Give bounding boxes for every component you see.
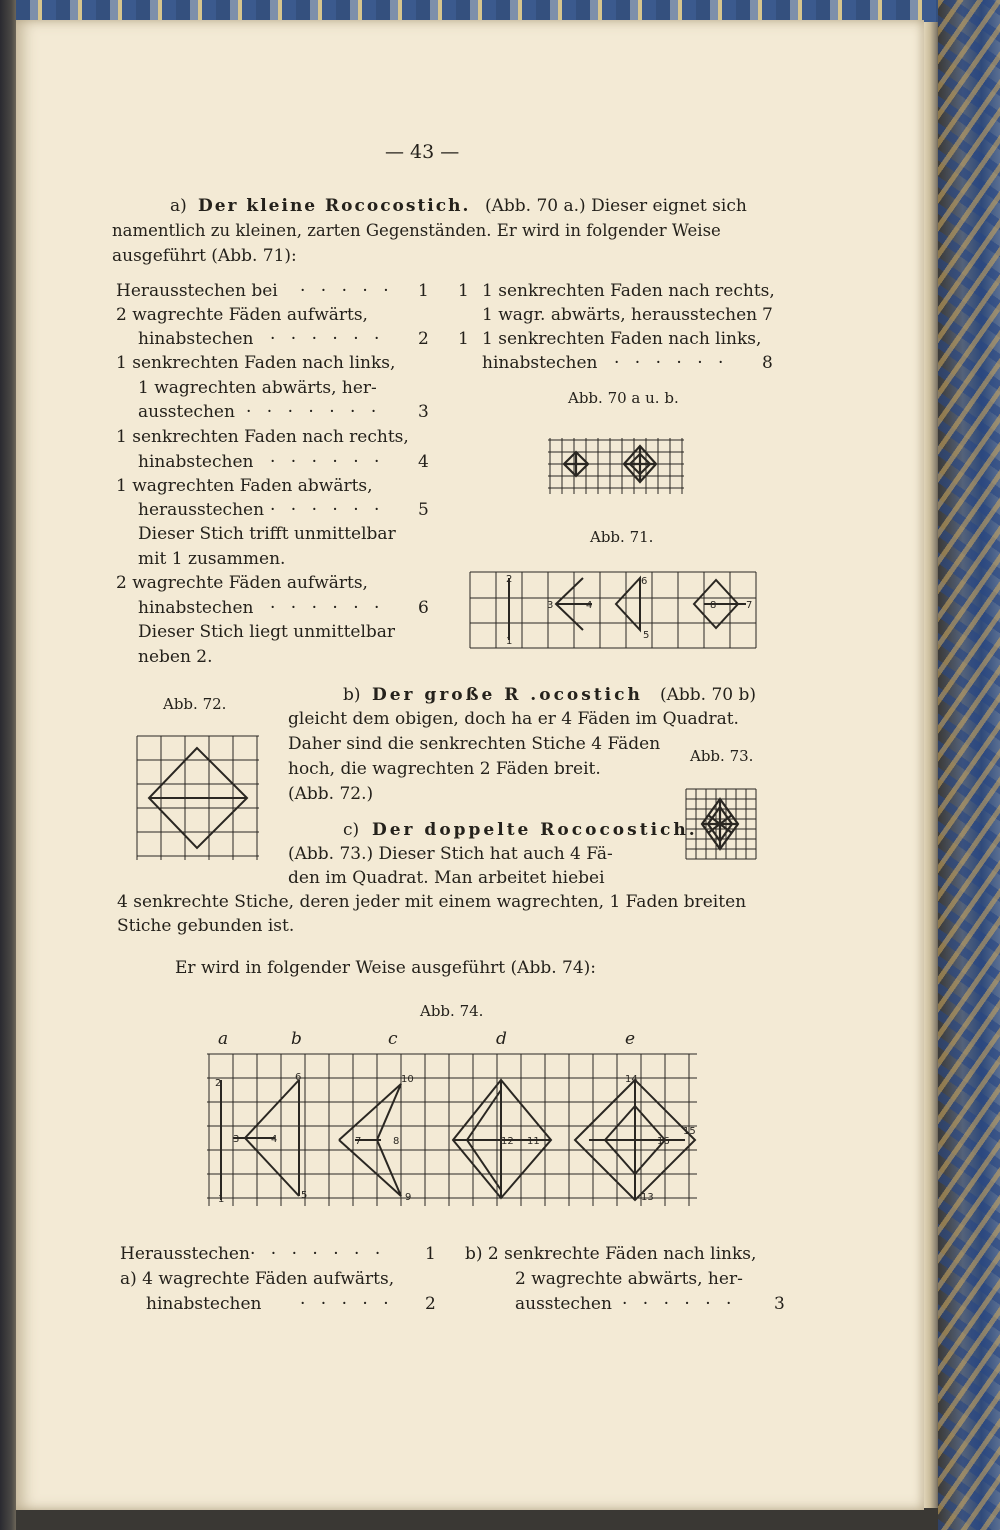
abb74-label: 12 bbox=[501, 1136, 514, 1147]
dot-leader: · · · · · · · bbox=[246, 402, 382, 422]
step-text: hinabstechen bbox=[138, 598, 254, 618]
step-text: 2 wagrechte Fäden aufwärts, bbox=[116, 305, 368, 325]
section-c-line4: 4 senkrechte Stiche, deren jeder mit einem wagrechten, 1 Faden breiten bbox=[117, 892, 747, 912]
step-number: 3 bbox=[774, 1294, 785, 1314]
section-c-line5: Stiche gebunden ist. bbox=[117, 916, 295, 936]
step-number: 7 bbox=[762, 305, 773, 325]
figure-abb72 bbox=[135, 734, 265, 866]
dot-leader: · · · · · bbox=[300, 281, 394, 301]
dot-leader: · · · · · bbox=[300, 1294, 394, 1314]
caption-abb72: Abb. 72. bbox=[163, 695, 227, 713]
abb71-label: 6 bbox=[641, 576, 648, 587]
marbled-cover bbox=[938, 0, 1000, 1530]
heading-grosser-rococostich: Der große R .ocostich bbox=[372, 685, 643, 705]
abb74-label: 3 bbox=[233, 1134, 240, 1145]
step-text: hinabstechen bbox=[138, 452, 254, 472]
step-note: neben 2. bbox=[138, 647, 213, 667]
step-text: hinabstechen bbox=[146, 1294, 262, 1314]
caption-abb70: Abb. 70 a u. b. bbox=[568, 389, 679, 407]
abb74-label: 9 bbox=[405, 1192, 412, 1203]
step-text: 2 wagrechte Fäden aufwärts, bbox=[116, 573, 368, 593]
step-number: 3 bbox=[418, 402, 429, 422]
abb74-intro: Er wird in folgender Weise ausgeführt (Abb. 74): bbox=[175, 958, 597, 978]
abb71-label: 5 bbox=[643, 630, 650, 641]
step-text: 1 wagrechten Faden abwärts, bbox=[116, 476, 373, 496]
abb74-label: 4 bbox=[271, 1134, 278, 1145]
book-cover-left-edge bbox=[0, 0, 16, 1530]
section-b-line3: Daher sind die senkrechten Stiche 4 Fäden bbox=[288, 734, 661, 754]
abb71-label: 7 bbox=[746, 600, 753, 611]
abb71-label: 1 bbox=[506, 636, 513, 647]
step-text: 2 wagrechte abwärts, her- bbox=[515, 1269, 743, 1289]
caption-abb73: Abb. 73. bbox=[690, 747, 754, 765]
step-text: herausstechen bbox=[138, 500, 265, 520]
dot-leader: · · · · · · bbox=[614, 353, 729, 373]
abb74-label: 14 bbox=[625, 1074, 638, 1085]
intro-label-a: a) bbox=[170, 196, 187, 216]
abb74-label: 13 bbox=[641, 1192, 654, 1203]
page-number: — 43 — bbox=[385, 141, 460, 163]
figure-abb74 bbox=[205, 1050, 705, 1210]
step-number: 2 bbox=[418, 329, 429, 349]
abb74-letter-d: d bbox=[496, 1029, 507, 1049]
abb74-letter-b: b bbox=[291, 1029, 302, 1049]
section-b-line5: (Abb. 72.) bbox=[288, 784, 374, 804]
heading-doppelter-rococostich: Der doppelte Rococostich. bbox=[372, 820, 698, 840]
section-c-label: c) bbox=[343, 820, 360, 840]
intro-line2: namentlich zu kleinen, zarten Gegenständen. Er wird in folgender Weise bbox=[112, 221, 721, 240]
step-note: Dieser Stich liegt unmittelbar bbox=[138, 622, 396, 642]
step-number: 4 bbox=[418, 452, 429, 472]
step-number: 2 bbox=[425, 1294, 436, 1314]
step-text: 1 senkrechten Faden nach rechts, bbox=[482, 281, 775, 301]
abb74-label: 11 bbox=[527, 1136, 540, 1147]
step-text: 1 senkrechten Faden nach links, bbox=[482, 329, 762, 349]
figure-abb71 bbox=[468, 570, 760, 656]
dot-leader: · · · · · · bbox=[270, 452, 385, 472]
abb71-labels bbox=[506, 574, 752, 647]
step-text: 1 wagr. abwärts, herausstechen bbox=[482, 305, 758, 325]
abb74-label: 10 bbox=[401, 1074, 414, 1085]
abb74-label: 16 bbox=[657, 1136, 670, 1147]
bottom-binding bbox=[16, 1508, 938, 1530]
abb74-label: 6 bbox=[295, 1072, 302, 1083]
step-text: Herausstechen bbox=[120, 1244, 250, 1264]
step-text: 1 senkrechten Faden nach links, bbox=[116, 353, 396, 373]
step-note: Dieser Stich trifft unmittelbar bbox=[138, 524, 396, 544]
abb71-label: 3 bbox=[547, 600, 554, 611]
intro-line3: ausgeführt (Abb. 71): bbox=[112, 246, 297, 266]
section-b-label: b) bbox=[343, 685, 361, 705]
top-binding bbox=[16, 0, 938, 22]
dot-leader: · · · · · · bbox=[270, 500, 385, 520]
step-text: a) 4 wagrechte Fäden aufwärts, bbox=[120, 1269, 395, 1289]
step-number: 1 bbox=[425, 1244, 436, 1264]
abb71-label: 4 bbox=[586, 600, 593, 611]
step-number: 1 bbox=[418, 281, 429, 301]
abb74-label: 2 bbox=[215, 1078, 222, 1089]
abb74-label: 15 bbox=[683, 1126, 696, 1137]
abb74-letter-c: c bbox=[388, 1029, 398, 1049]
step-number: 8 bbox=[762, 353, 773, 373]
section-b-line1-end: (Abb. 70 b) bbox=[660, 685, 757, 705]
abb71-label: 8 bbox=[710, 600, 717, 611]
step-number: 5 bbox=[418, 500, 429, 520]
step-text: 1 senkrechten Faden nach rechts, bbox=[116, 427, 409, 447]
dot-leader: · · · · · · bbox=[622, 1294, 737, 1314]
dot-leader: · · · · · · bbox=[270, 329, 385, 349]
section-b-line4: hoch, die wagrechten 2 Fäden breit. bbox=[288, 759, 601, 779]
step-text: hinabstechen bbox=[138, 329, 254, 349]
heading-kleiner-rococostich: Der kleine Rococostich. bbox=[198, 196, 471, 216]
step-number: 1 bbox=[458, 281, 469, 301]
step-text: b) 2 senkrechte Fäden nach links, bbox=[465, 1244, 757, 1264]
step-number: 6 bbox=[418, 598, 429, 618]
step-number: 1 bbox=[458, 329, 469, 349]
abb74-label: 7 bbox=[355, 1136, 362, 1147]
step-text: ausstechen bbox=[515, 1294, 612, 1314]
abb74-label: 8 bbox=[393, 1136, 400, 1147]
section-c-line3: den im Quadrat. Man arbeitet hiebei bbox=[288, 868, 605, 888]
abb71-label: 2 bbox=[506, 574, 513, 585]
abb74-letter-e: e bbox=[625, 1029, 636, 1049]
figure-abb70 bbox=[548, 438, 688, 496]
section-c-line2: (Abb. 73.) Dieser Stich hat auch 4 Fä- bbox=[288, 844, 613, 864]
step-text: Herausstechen bei bbox=[116, 281, 278, 301]
step-note: mit 1 zusammen. bbox=[138, 549, 286, 569]
caption-abb71: Abb. 71. bbox=[590, 528, 654, 546]
step-text: 1 wagrechten abwärts, her- bbox=[138, 378, 377, 398]
dot-leader: · · · · · · bbox=[270, 598, 385, 618]
dot-leader: · · · · · · · bbox=[250, 1244, 386, 1264]
abb74-label: 1 bbox=[218, 1194, 225, 1205]
section-b-line2: gleicht dem obigen, doch ha er 4 Fäden im Quadrat. bbox=[288, 709, 739, 729]
caption-abb74: Abb. 74. bbox=[420, 1002, 484, 1020]
abb74-letter-a: a bbox=[218, 1029, 229, 1049]
step-text: hinabstechen bbox=[482, 353, 598, 373]
step-text: ausstechen bbox=[138, 402, 235, 422]
abb74-label: 5 bbox=[301, 1190, 308, 1201]
intro-line1-end: (Abb. 70 a.) Dieser eignet sich bbox=[485, 196, 747, 216]
